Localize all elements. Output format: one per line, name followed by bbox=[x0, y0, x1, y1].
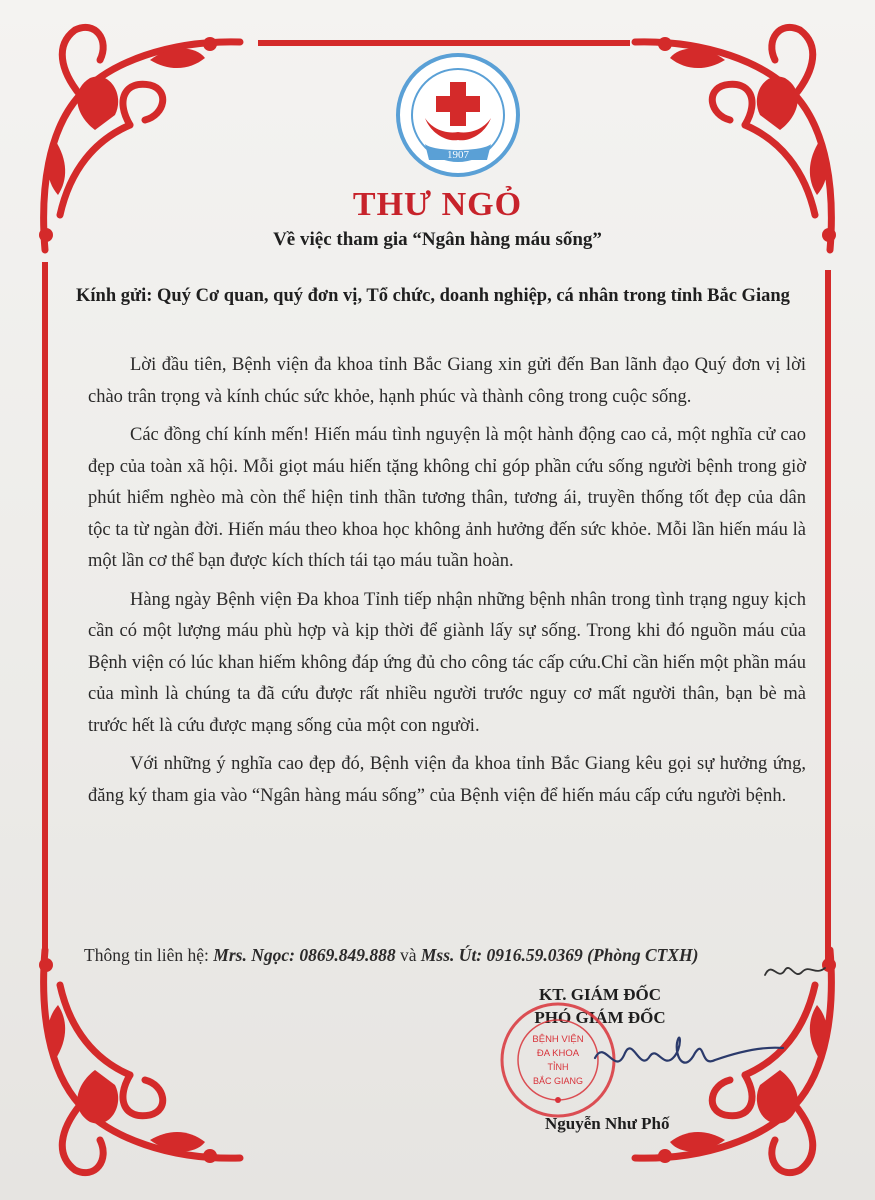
letter-body bbox=[88, 350, 806, 812]
seal-line-4: BẮC GIANG bbox=[532, 1076, 584, 1086]
handwritten-signature bbox=[585, 1018, 785, 1093]
letter-subtitle: Về việc tham gia “Ngân hàng máu sống” bbox=[273, 229, 602, 250]
signature-role-2: PHÓ GIÁM ĐỐC bbox=[534, 1008, 666, 1027]
paragraph: Lời đầu tiên, Bệnh viện đa khoa tỉnh Bắc Giang xin gửi đến Ban lãnh đạo Quý đơn vị lời chào trân trọng và kính chúc sức khỏe, hạnh phúc và thành công trong cuộc sống. bbox=[88, 355, 806, 407]
seal-line-3: TỈNH bbox=[547, 1062, 569, 1072]
letter-title: THƯ NGỎ bbox=[352, 186, 523, 223]
handwritten-initial bbox=[760, 950, 830, 990]
paragraph: Với những ý nghĩa cao đẹp đó, Bệnh viện đa khoa tỉnh Bắc Giang kêu gọi sự hưởng ứng, đăng ký tham gia vào “Ngân hàng máu sống” của Bệnh viện để hiến máu cấp cứu người bệnh. bbox=[88, 754, 806, 806]
signer-name: Nguyễn Như Phố bbox=[545, 1114, 670, 1133]
contact-label: Thông tin liên hệ: bbox=[84, 945, 209, 965]
contact-person-1: Mrs. Ngọc: 0869.849.888 bbox=[213, 945, 396, 965]
paragraph: Các đồng chí kính mến! Hiến máu tình nguyện là một hành động cao cả, một nghĩa cử cao đẹp của toàn xã hội. Mỗi giọt máu hiến tặng không chỉ góp phần cứu sống người bệnh trong giờ phút hiểm nghèo mà còn thể hiện tinh thần tương thân, tương ái, truyền thống tốt đẹp của dân tộc ta từ ngàn đời. Hiến máu theo khoa học không ảnh hưởng đến sức khỏe. Mỗi lần hiến máu là một lần cơ thể bạn được kích thích tái tạo máu tuần hoàn. bbox=[88, 425, 806, 571]
seal-line-1: BỆNH VIỆN bbox=[532, 1034, 584, 1045]
paragraph: Hàng ngày Bệnh viện Đa khoa Tỉnh tiếp nhận những bệnh nhân trong tình trạng nguy kịch cần có một lượng máu phù hợp và kịp thời để giành lấy sự sống. Trong khi đó nguồn máu của Bệnh viện có lúc khan hiếm không đáp ứng đủ cho công tác cấp cứu.Chỉ cần hiến một phần máu của mình là chúng ta đã cứu được rất nhiều người trước nguy cơ mất người thân, bạn bè mà trước hết là cứu được mạng sống của một con người. bbox=[88, 589, 806, 736]
contact-connector: và bbox=[399, 945, 417, 965]
logo-year: 1907 bbox=[447, 149, 469, 161]
hospital-logo bbox=[395, 52, 521, 178]
signature-role-1: KT. GIÁM ĐỐC bbox=[539, 985, 661, 1004]
contact-info bbox=[84, 945, 698, 966]
contact-person-2: Mss. Út: 0916.59.0369 (Phòng CTXH) bbox=[420, 945, 699, 965]
seal-line-2: ĐA KHOA bbox=[536, 1048, 580, 1059]
recipient-line: Kính gửi: Quý Cơ quan, quý đơn vị, Tổ chức, doanh nghiệp, cá nhân trong tỉnh Bắc Giang bbox=[76, 286, 790, 306]
